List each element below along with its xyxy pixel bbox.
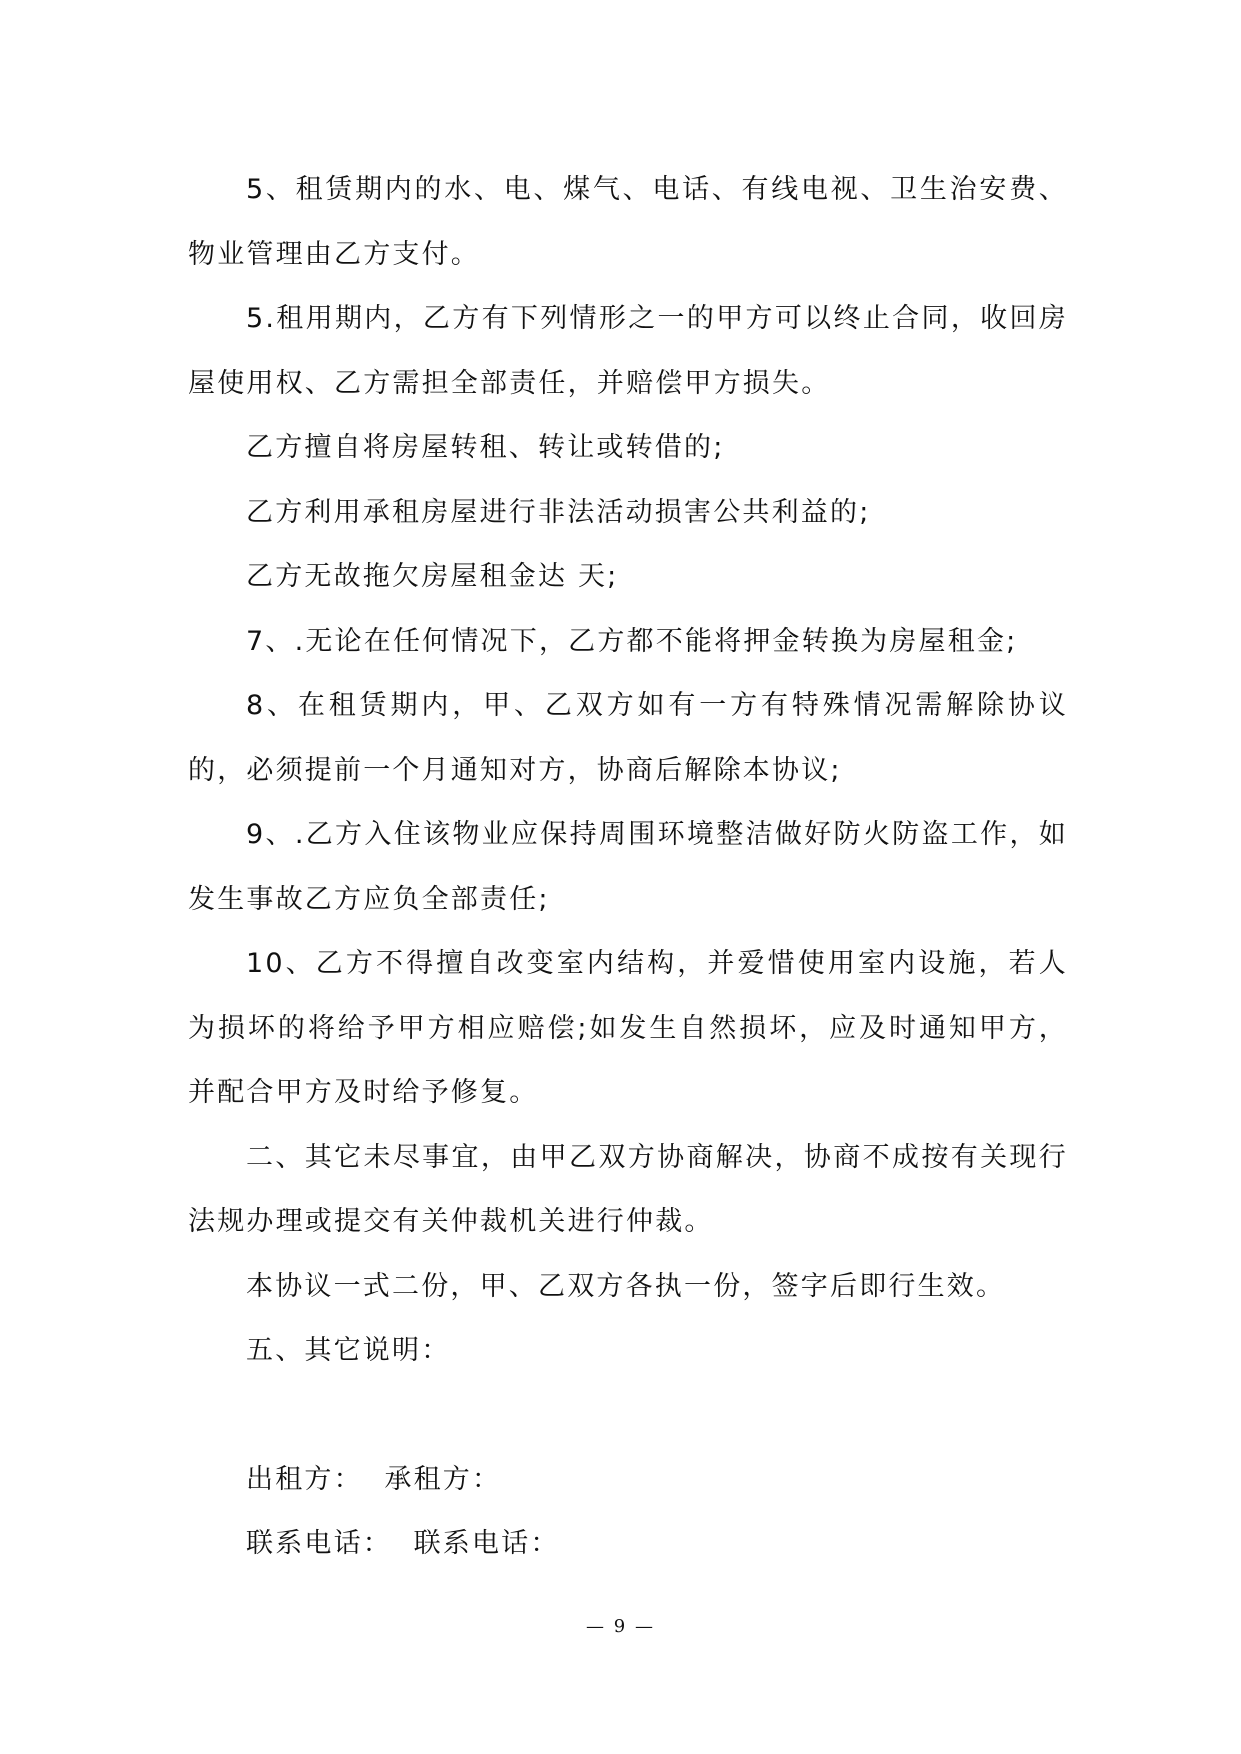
clause-disputes: 二、其它未尽事宜，由甲乙双方协商解决，协商不成按有关现行法规办理或提交有关仲裁机关进行仲裁。	[188, 1141, 1068, 1237]
clause-safety: 9、.乙方入住该物业应保持周围环境整洁做好防火防盗工作，如发生事故乙方应负全部责任;	[188, 819, 1068, 915]
other-notes-heading: 五、其它说明：	[246, 1335, 451, 1366]
document-body	[188, 158, 1068, 1577]
clause-termination: 5.租用期内，乙方有下列情形之一的甲方可以终止合同，收回房屋使用权、乙方需担全部责任，并赔偿甲方损失。	[188, 303, 1068, 399]
termination-condition-illegal: 乙方利用承租房屋进行非法活动损害公共利益的;	[246, 496, 871, 528]
termination-condition-arrears: 乙方无故拖欠房屋租金达 天;	[246, 561, 619, 592]
termination-condition-sublet: 乙方擅自将房屋转租、转让或转借的;	[246, 432, 725, 463]
page-number: — 9 —	[586, 1616, 655, 1637]
clause-early-termination: 8、在租赁期内，甲、乙双方如有一方有特殊情况需解除协议的，必须提前一个月通知对方，协商后解除本协议;	[188, 690, 1068, 786]
blank-space	[188, 1384, 1068, 1448]
signature-phones: 联系电话： 联系电话：	[246, 1528, 560, 1559]
clause-structure: 10、乙方不得擅自改变室内结构，并爱惜使用室内设施，若人为损坏的将给予甲方相应赔偿;如发生自然损坏，应及时通知甲方，并配合甲方及时给予修复。	[188, 948, 1068, 1108]
signature-parties: 出租方： 承租方：	[246, 1463, 502, 1495]
clause-deposit: 7、.无论在任何情况下，乙方都不能将押金转换为房屋租金;	[246, 625, 1018, 657]
clause-copies: 本协议一式二份，甲、乙双方各执一份，签字后即行生效。	[246, 1270, 1006, 1302]
clause-utilities: 5、租赁期内的水、电、煤气、电话、有线电视、卫生治安费、物业管理由乙方支付。	[188, 174, 1068, 270]
